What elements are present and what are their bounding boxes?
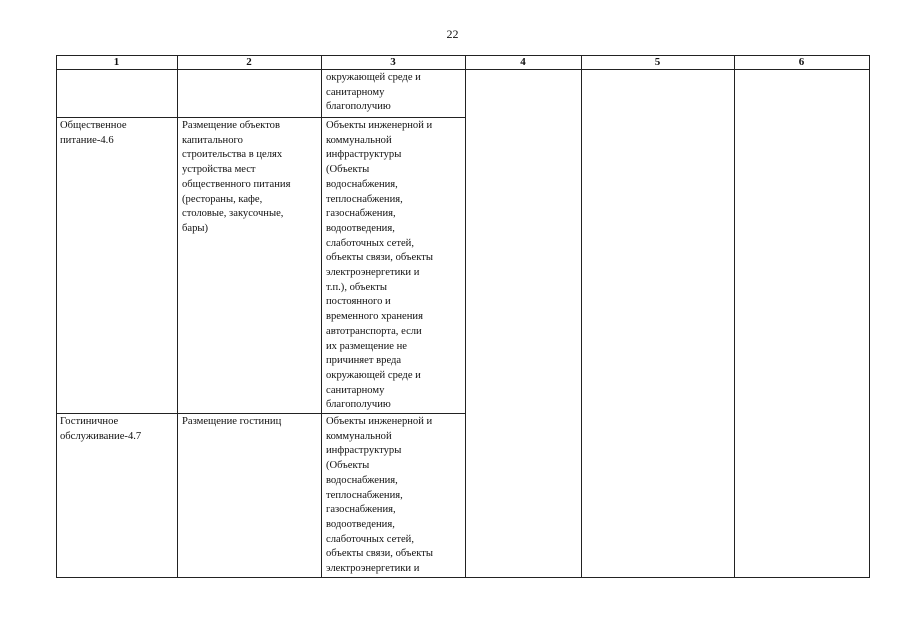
column-divider: [581, 55, 582, 578]
page-number: 22: [446, 27, 459, 41]
table-cell-row1-col2: Размещение объектов капитального строительства в целях устройства мест общественного питания (рестораны, кафе, столовые, закусочные, бары): [182, 120, 291, 234]
table-cell-row1-col1: Общественное питание-4.6: [60, 120, 127, 146]
column-header-2: 2: [246, 56, 252, 68]
column-divider: [465, 55, 466, 578]
column-header-1: 1: [113, 56, 120, 68]
table-cell-row2-col1: Гостиничное обслуживание-4.7: [60, 416, 142, 442]
column-divider: [734, 55, 735, 578]
header-divider: [56, 69, 870, 70]
table-border-bottom: [56, 577, 870, 578]
land-use-table: [56, 55, 870, 578]
table-cell-row2-col3: Объекты инженерной и коммунальной инфраструктуры (Объекты водоснабжения, теплоснабжения, газоснабжения, водоотведения, слаботочных сетей, объекты связи, объекты электроэнергетики и: [326, 416, 433, 575]
column-header-6: 6: [798, 56, 805, 68]
column-divider: [177, 55, 178, 578]
table-border-right: [869, 55, 870, 578]
table-cell-row1-col3: Объекты инженерной и коммунальной инфраструктуры (Объекты водоснабжения, теплоснабжения, газоснабжения, водоотведения, слаботочных сетей, объекты связи, объекты электроэнергетики и т.п.), объекты постоянного и временного хранения автотранспорта, если их размещение не причиняет вреда окружающей среде и санитарному благополучию: [326, 120, 433, 411]
table-cell-row2-col2: Размещение гостиниц: [182, 416, 282, 427]
column-header-4: 4: [520, 56, 526, 68]
column-header-3: 3: [390, 56, 396, 68]
table-cell-row0-col3: окружающей среде и санитарному благополучию: [326, 72, 421, 113]
column-divider: [321, 55, 322, 578]
row-divider: [56, 117, 466, 118]
column-header-5: 5: [654, 56, 661, 68]
row-divider: [56, 413, 466, 414]
table-border-left: [56, 55, 57, 578]
